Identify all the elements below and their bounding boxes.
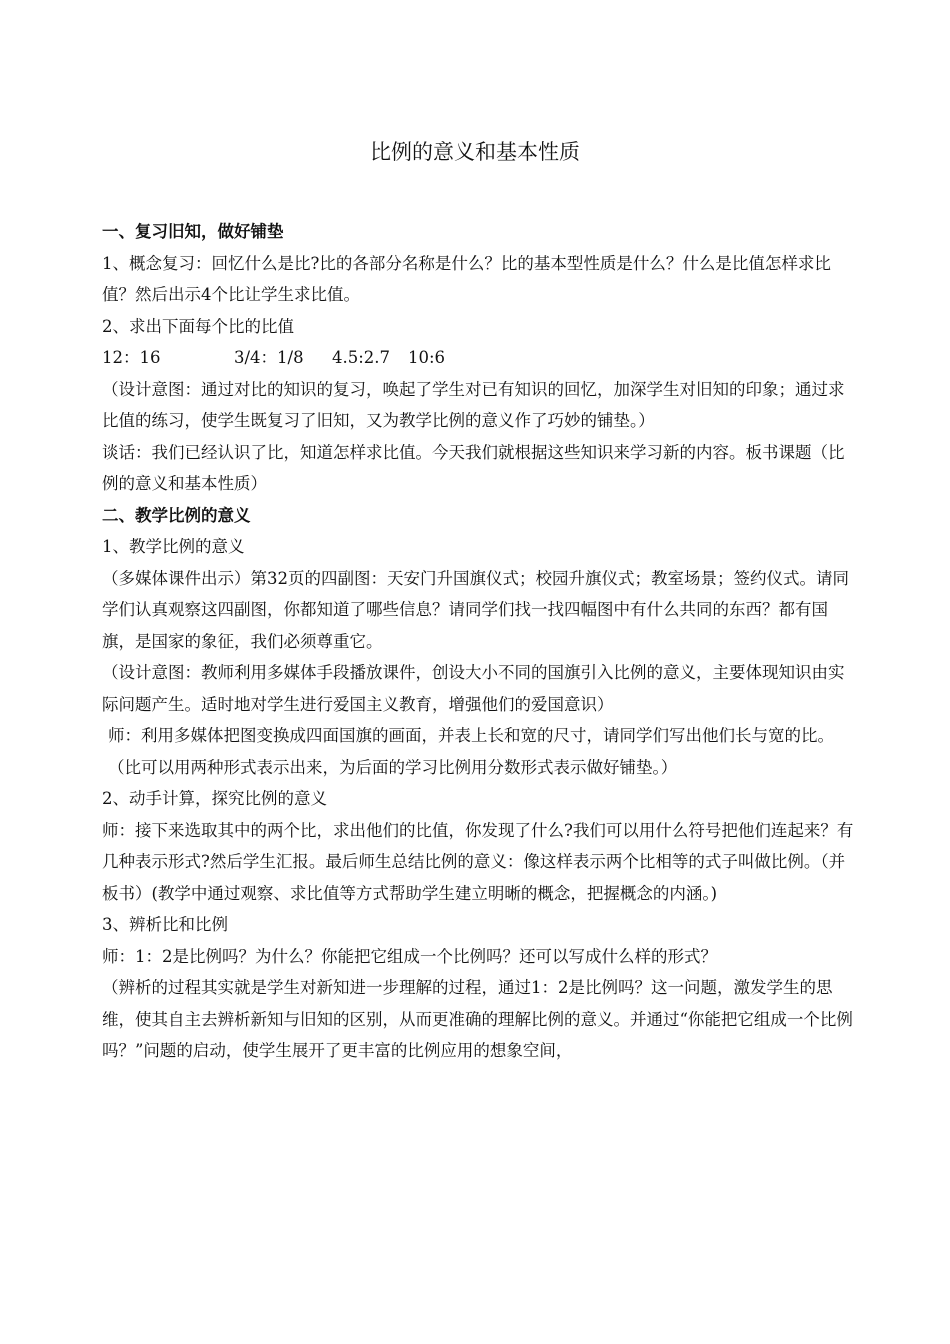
paragraph-subheading-1: 1、教学比例的意义 [102,537,245,556]
document-body [102,216,854,1067]
paragraph-note-forms: （比可以用两种形式表示出来，为后面的学习比例用分数形式表示做好铺垫。） [108,757,678,777]
ratio-item: 3/4：1/8 [234,348,304,367]
paragraph-discrimination: （辨析的过程其实就是学生对新知进一步理解的过程，通过1：2是比例吗？这一问题，激发学生的思维，使其自主去辨析新知与旧知的区别，从而更准确的理解比例的意义。并通过“你能把它组成一个比例吗？”问题的启动，使学生展开了更丰富的比例应用的想象空间， [102,978,853,1060]
section-heading-meaning: 二、教学比例的意义 [102,505,251,525]
paragraph-subheading-2: 2、动手计算，探究比例的意义 [102,789,327,808]
document-title: 比例的意义和基本性质 [370,140,580,164]
paragraph-design-intent-2: （设计意图：教师利用多媒体手段播放课件，创设大小不同的国旗引入比例的意义，主要体现知识由实际问题产生。适时地对学生进行爱国主义教育，增强他们的爱国意识） [102,663,845,714]
paragraph-concept-review: 1、概念复习：回忆什么是比?比的各部分名称是什么？比的基本型性质是什么？什么是比值怎样求比值？然后出示4个比让学生求比值。 [102,253,831,304]
paragraph-teacher-flags: 师：利用多媒体把图变换成四面国旗的画面，并表上长和宽的尺寸，请同学们写出他们长与宽的比。 [108,726,834,745]
section-heading-review: 一、复习旧知，做好铺垫 [102,222,284,241]
paragraph-teacher-compute: 师：接下来选取其中的两个比，求出他们的比值，你发现了什么?我们可以用什么符号把他们连起来？有几种表示形式?然后学生汇报。最后师生总结比例的意义：像这样表示两个比相等的式子叫做比例。（并板书）(教学中通过观察、求比值等方式帮助学生建立明晰的概念，把握概念的内涵。) [102,820,854,903]
paragraph-multimedia: （多媒体课件出示）第32页的四副图：天安门升国旗仪式；校园升旗仪式；教室场景；签约仪式。请同学们认真观察这四副图，你都知道了哪些信息？请同学们找一找四幅图中有什么共同的东西？都有国旗，是国家的象征，我们必须尊重它。 [102,568,849,651]
ratio-item: 12：16 [102,348,161,367]
paragraph-subheading-3: 3、辨析比和比例 [102,915,228,934]
paragraph-ratio-task: 2、求出下面每个比的比值 [102,316,294,336]
paragraph-design-intent-1: （设计意图：通过对比的知识的复习，唤起了学生对已有知识的回忆，加深学生对旧知的印象；通过求比值的练习，使学生既复习了旧知，又为教学比例的意义作了巧妙的铺垫。） [102,379,845,430]
ratio-item: 10:6 [408,348,446,367]
ratio-list [102,342,854,374]
paragraph-talk: 谈话：我们已经认识了比，知道怎样求比值。今天我们就根据这些知识来学习新的内容。板书课题（比例的意义和基本性质） [102,442,845,493]
ratio-item: 4.5:2.7 [332,348,391,367]
paragraph-teacher-question: 师：1：2是比例吗？为什么？你能把它组成一个比例吗？还可以写成什么样的形式？ [102,946,717,966]
